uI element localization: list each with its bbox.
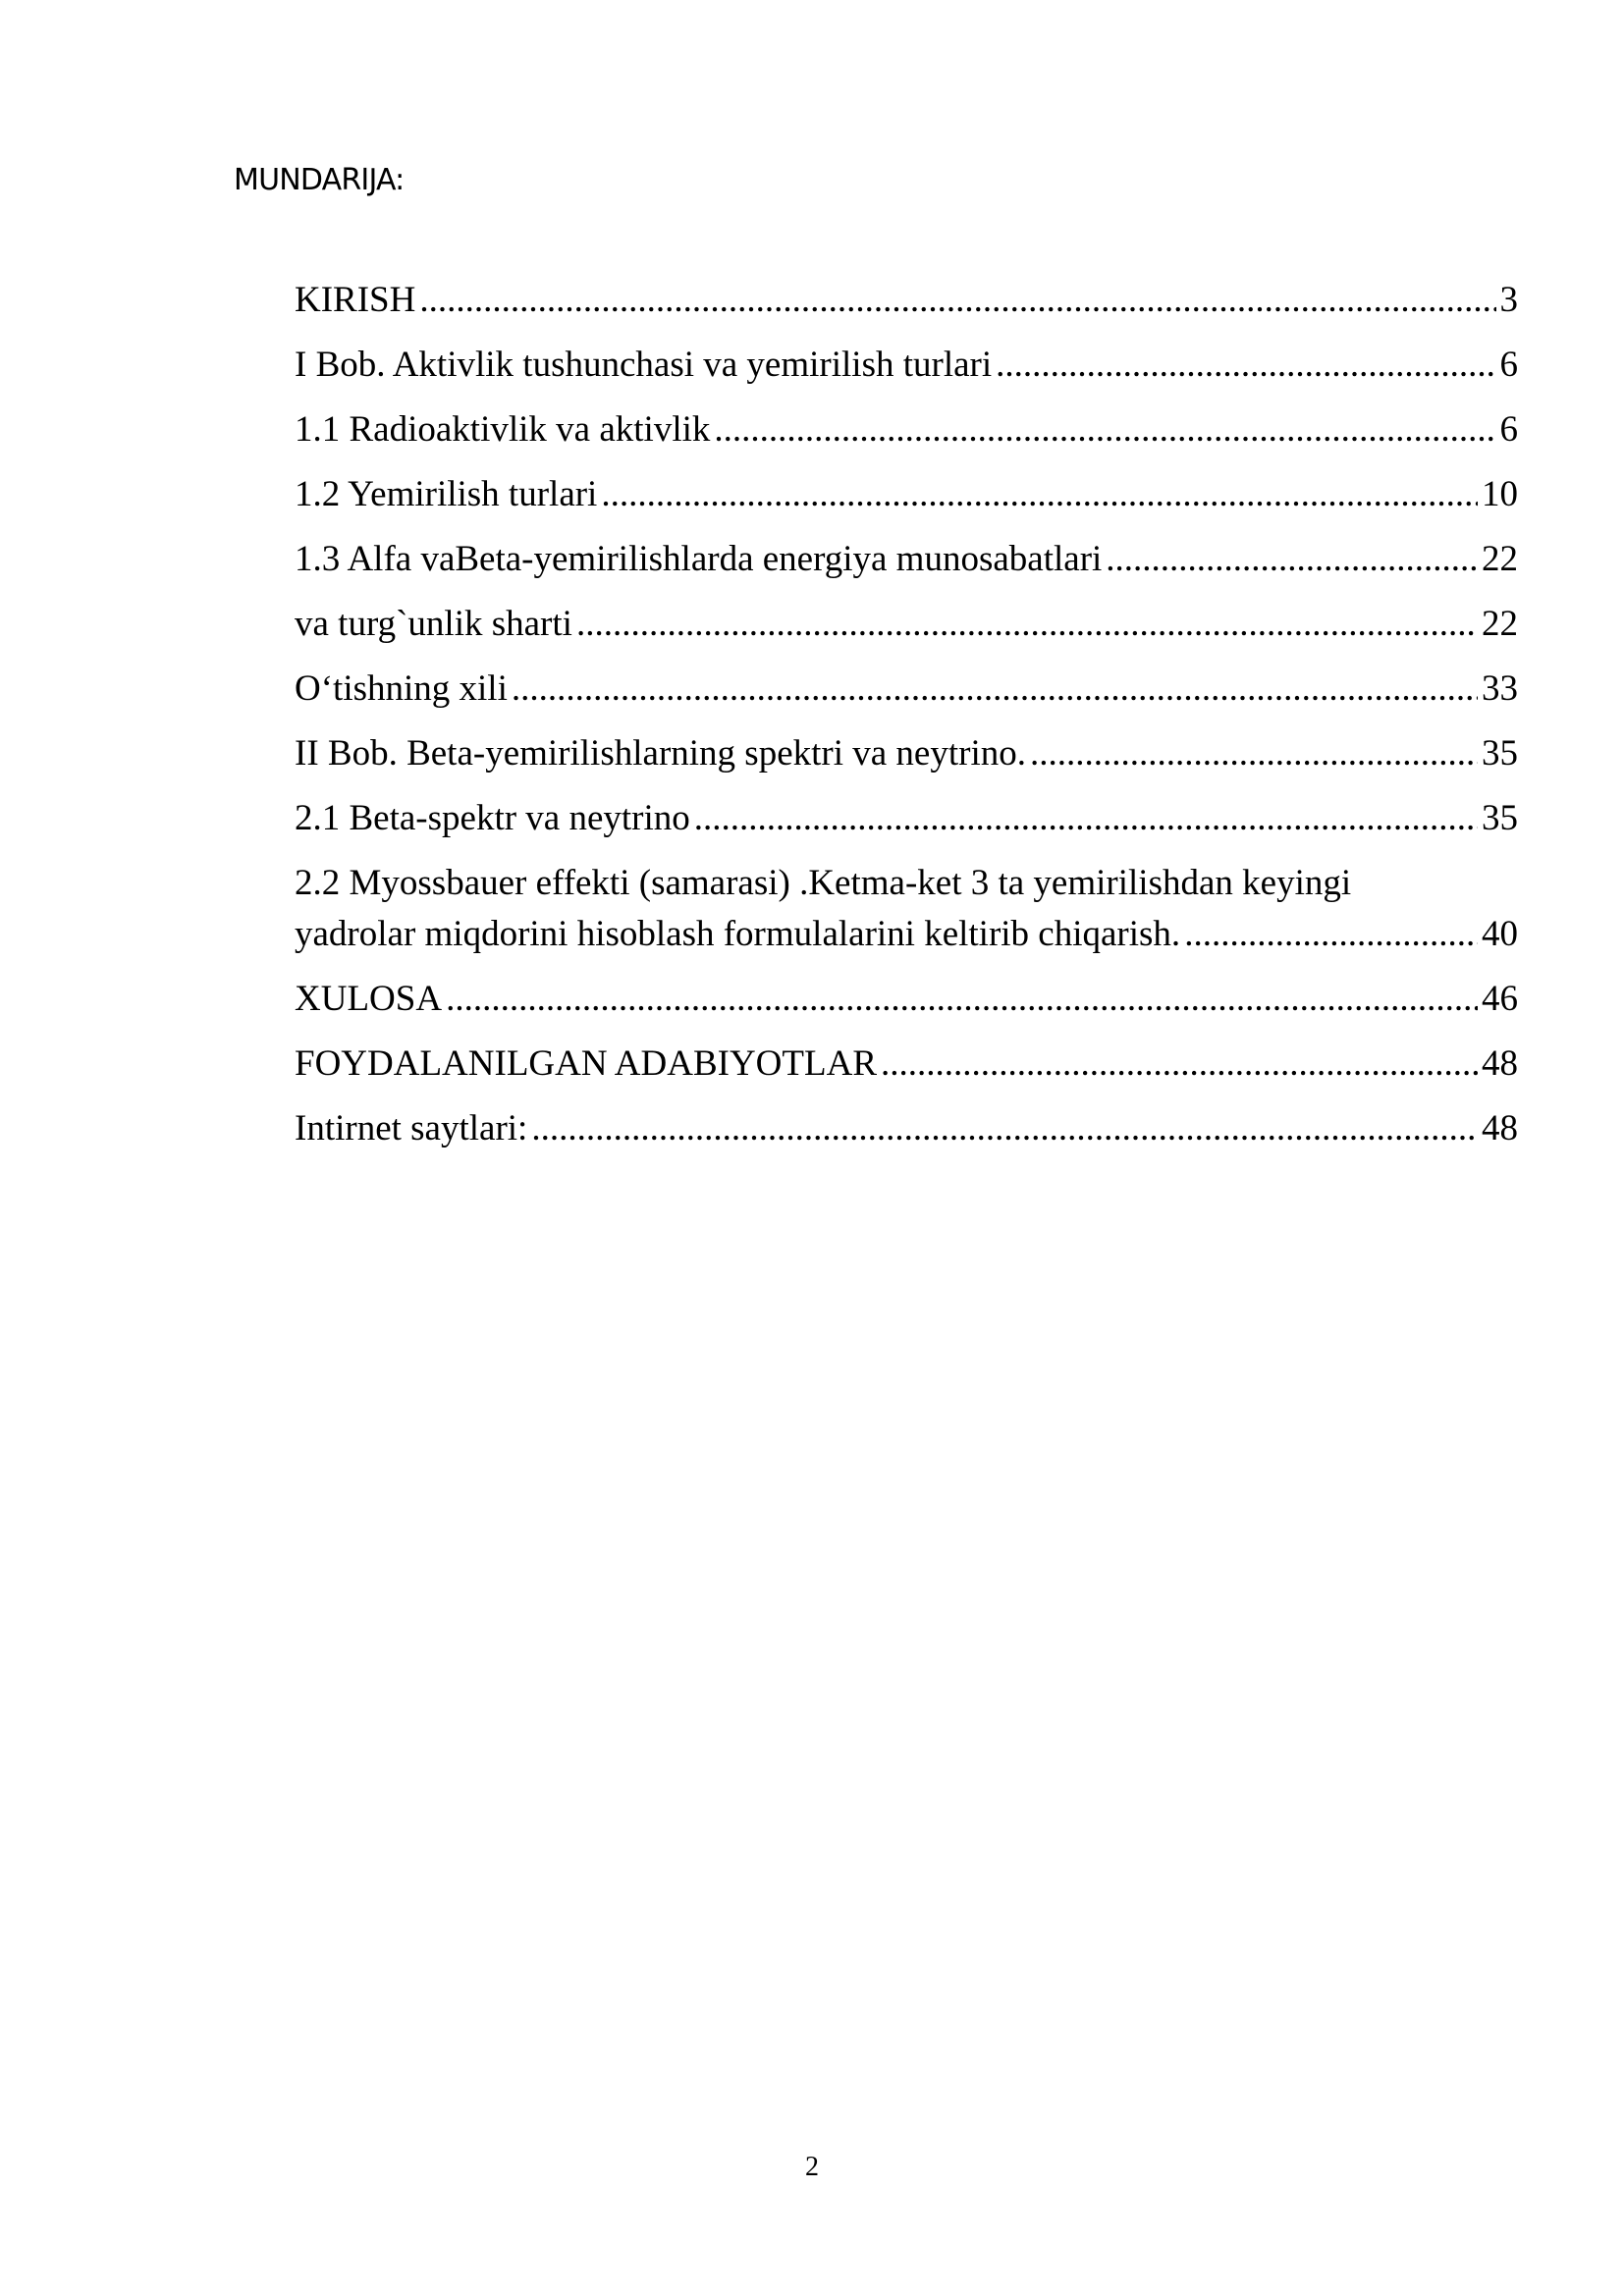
- toc-entry-websites[interactable]: [295, 1103, 1518, 1168]
- toc-dot-leader: [601, 469, 1478, 520]
- toc-entry-chapter-2[interactable]: [295, 728, 1518, 793]
- toc-entry-page: 6: [1499, 345, 1518, 385]
- toc-entry-page: 35: [1482, 798, 1518, 838]
- toc-entry-page: 35: [1482, 733, 1518, 774]
- toc-entry-title: I Bob. Aktivlik tushunchasi va yemirilish turlari: [295, 345, 993, 385]
- toc-entry-section-1-3[interactable]: [295, 534, 1518, 599]
- toc-entry-section-1-2[interactable]: [295, 469, 1518, 534]
- table-of-contents: [295, 275, 1518, 1168]
- toc-entry-title-line-2-row: [295, 909, 1518, 960]
- toc-entry-chapter-1[interactable]: [295, 340, 1518, 404]
- toc-entry-page: 48: [1482, 1043, 1518, 1084]
- toc-entry-page: 3: [1499, 280, 1518, 320]
- toc-entry-page: 33: [1482, 668, 1518, 709]
- toc-dot-leader: [694, 793, 1478, 844]
- toc-entry-title: 2.1 Beta-spektr va neytrino: [295, 798, 690, 838]
- toc-dot-leader: [1106, 534, 1478, 585]
- page-number: 2: [805, 2152, 819, 2182]
- toc-dot-leader: [419, 275, 1495, 326]
- toc-entry-references[interactable]: [295, 1039, 1518, 1103]
- toc-entry-title: 1.1 Radioaktivlik va aktivlik: [295, 409, 711, 450]
- toc-entry-transition-type[interactable]: [295, 664, 1518, 728]
- toc-entry-page: 10: [1482, 474, 1518, 514]
- toc-entry-kirish[interactable]: [295, 275, 1518, 340]
- toc-entry-page: 6: [1499, 409, 1518, 450]
- toc-entry-section-2-2[interactable]: [295, 858, 1518, 960]
- toc-entry-title-line-2: yadrolar miqdorini hisoblash formulalarini keltirib chiqarish.: [295, 914, 1181, 954]
- toc-entry-title: va turg`unlik sharti: [295, 604, 572, 644]
- toc-entry-title: 1.3 Alfa vaBeta-yemirilishlarda energiya munosabatlari: [295, 539, 1103, 579]
- toc-entry-title: XULOSA: [295, 979, 443, 1019]
- toc-dot-leader: [1030, 728, 1478, 779]
- toc-entry-title: O‘tishning xili: [295, 668, 508, 709]
- toc-dot-leader: [446, 974, 1478, 1025]
- toc-entry-title-line-1: 2.2 Myossbauer effekti (samarasi) .Ketma-ket 3 ta yemirilishdan keyingi: [295, 863, 1352, 903]
- toc-dot-leader: [531, 1103, 1478, 1154]
- toc-entry-page: 40: [1482, 914, 1518, 954]
- toc-entry-page: 22: [1482, 539, 1518, 579]
- toc-dot-leader: [512, 664, 1478, 715]
- toc-dot-leader: [1184, 909, 1478, 960]
- toc-entry-page: 48: [1482, 1108, 1518, 1148]
- toc-dot-leader: [881, 1039, 1478, 1090]
- document-heading: MUNDARIJA:: [234, 163, 405, 197]
- toc-entry-title: KIRISH: [295, 280, 416, 320]
- toc-dot-leader: [576, 599, 1478, 650]
- toc-entry-stability-condition[interactable]: [295, 599, 1518, 664]
- toc-entry-section-1-1[interactable]: [295, 404, 1518, 469]
- toc-entry-page: 22: [1482, 604, 1518, 644]
- toc-entry-title: FOYDALANILGAN ADABIYOTLAR: [295, 1043, 877, 1084]
- toc-entry-page: 46: [1482, 979, 1518, 1019]
- toc-entry-conclusion[interactable]: [295, 974, 1518, 1039]
- toc-entry-title: 1.2 Yemirilish turlari: [295, 474, 598, 514]
- toc-dot-leader: [714, 404, 1495, 455]
- toc-dot-leader: [996, 340, 1495, 391]
- toc-entry-title: II Bob. Beta-yemirilishlarning spektri va neytrino.: [295, 733, 1026, 774]
- toc-entry-section-2-1[interactable]: [295, 793, 1518, 858]
- toc-entry-title: Intirnet saytlari:: [295, 1108, 528, 1148]
